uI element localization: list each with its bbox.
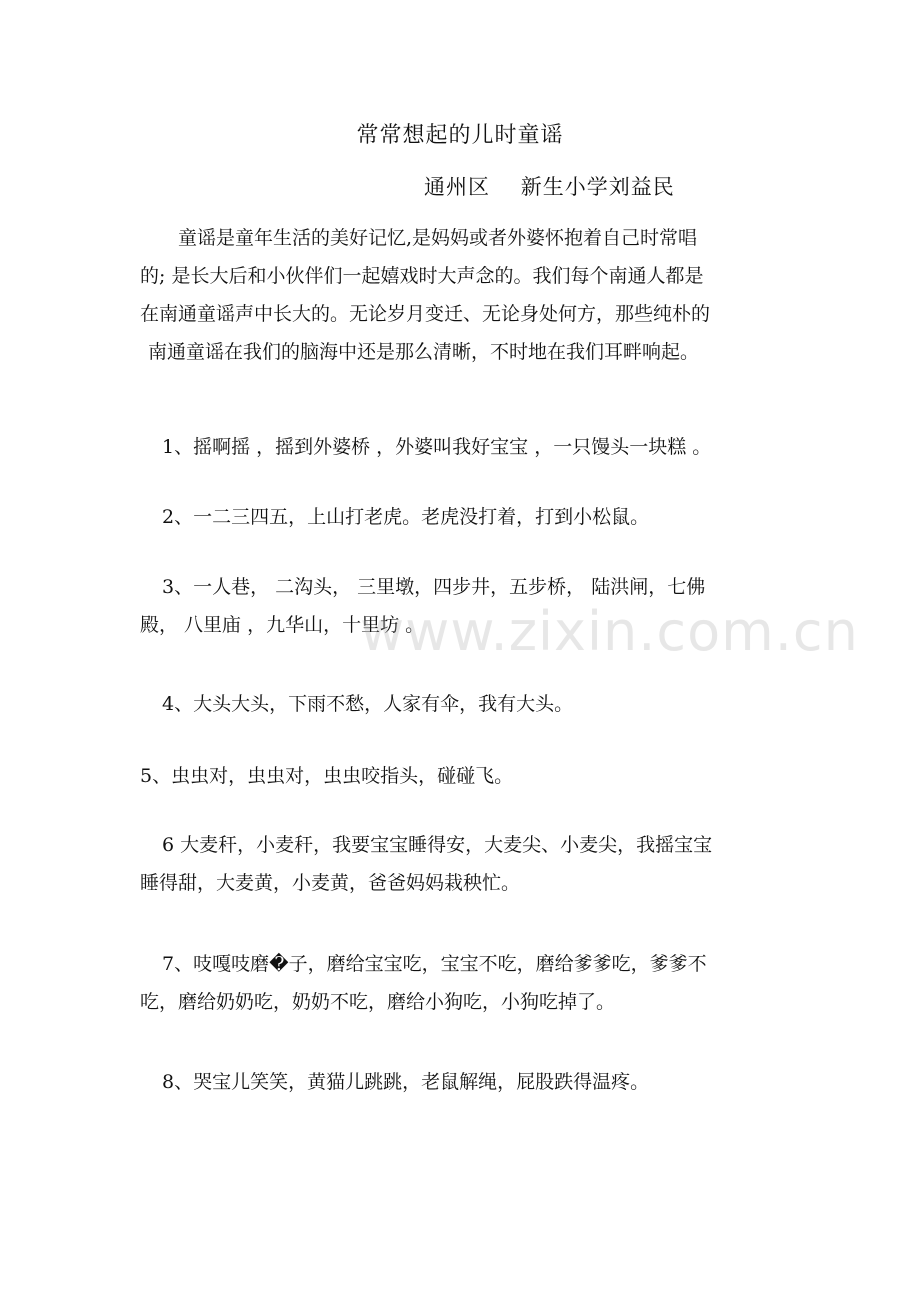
intro-line: 在南通童谣声中长大的。无论岁月变迁、无论身处何方，那些纯朴的 bbox=[140, 303, 711, 325]
intro-paragraph bbox=[140, 219, 790, 371]
rhyme-line: 5、虫虫对，虫虫对，虫虫咬指头，碰碰飞。 bbox=[140, 765, 514, 787]
rhyme-5 bbox=[140, 757, 790, 795]
rhyme-line: 睡得甜，大麦黄，小麦黄，爸爸妈妈栽秧忙。 bbox=[140, 872, 521, 894]
rhyme-8 bbox=[140, 1063, 790, 1101]
rhyme-line: 2、一二三四五，上山打老虎。老虎没打着，打到小松鼠。 bbox=[162, 506, 650, 528]
watermark: www.zixin.com.cn bbox=[360, 600, 859, 663]
intro-line: 南通童谣在我们的脑海中还是那么清晰，不时地在我们耳畔响起。 bbox=[148, 341, 700, 363]
rhyme-line: 3、一人巷， 二沟头， 三里墩，四步井，五步桥， 陆洪闸，七佛 bbox=[162, 576, 706, 598]
rhyme-line: 1、摇啊摇 ，摇到外婆桥 ，外婆叫我好宝宝 ，一只馒头一块糕 。 bbox=[162, 436, 712, 458]
intro-line: 童谣是童年生活的美好记忆,是妈妈或者外婆怀抱着自己时常唱 bbox=[178, 227, 698, 249]
document-title: 常常想起的儿时童谣 bbox=[356, 123, 564, 148]
intro-line: 的; 是长大后和小伙伴们一起嬉戏时大声念的。我们每个南通人都是 bbox=[140, 265, 704, 287]
rhyme-1 bbox=[140, 428, 790, 466]
rhyme-line: 殿， 八里庙 ，九华山，十里坊 。 bbox=[140, 614, 425, 636]
rhyme-line: 4、大头大头，下雨不愁，人家有伞，我有大头。 bbox=[162, 693, 574, 715]
rhyme-6 bbox=[140, 826, 790, 902]
rhyme-line: 7、吱嘎吱磨�子，磨给宝宝吃，宝宝不吃，磨给爹爹吃，爹爹不 bbox=[162, 953, 707, 975]
rhyme-line: 吃，磨给奶奶吃，奶奶不吃，磨给小狗吃，小狗吃掉了。 bbox=[140, 991, 616, 1013]
rhyme-2 bbox=[140, 498, 790, 536]
rhyme-3 bbox=[140, 568, 790, 644]
rhyme-line: 8、哭宝儿笑笑，黄猫儿跳跳，老鼠解绳，屁股跌得温疼。 bbox=[162, 1071, 650, 1093]
rhyme-line: 6 大麦秆，小麦秆，我要宝宝睡得安，大麦尖、小麦尖，我摇宝宝 bbox=[162, 834, 713, 856]
rhyme-7 bbox=[140, 945, 790, 1021]
rhyme-4 bbox=[140, 685, 790, 723]
author-line: 通州区 新生小学刘益民 bbox=[424, 175, 675, 199]
